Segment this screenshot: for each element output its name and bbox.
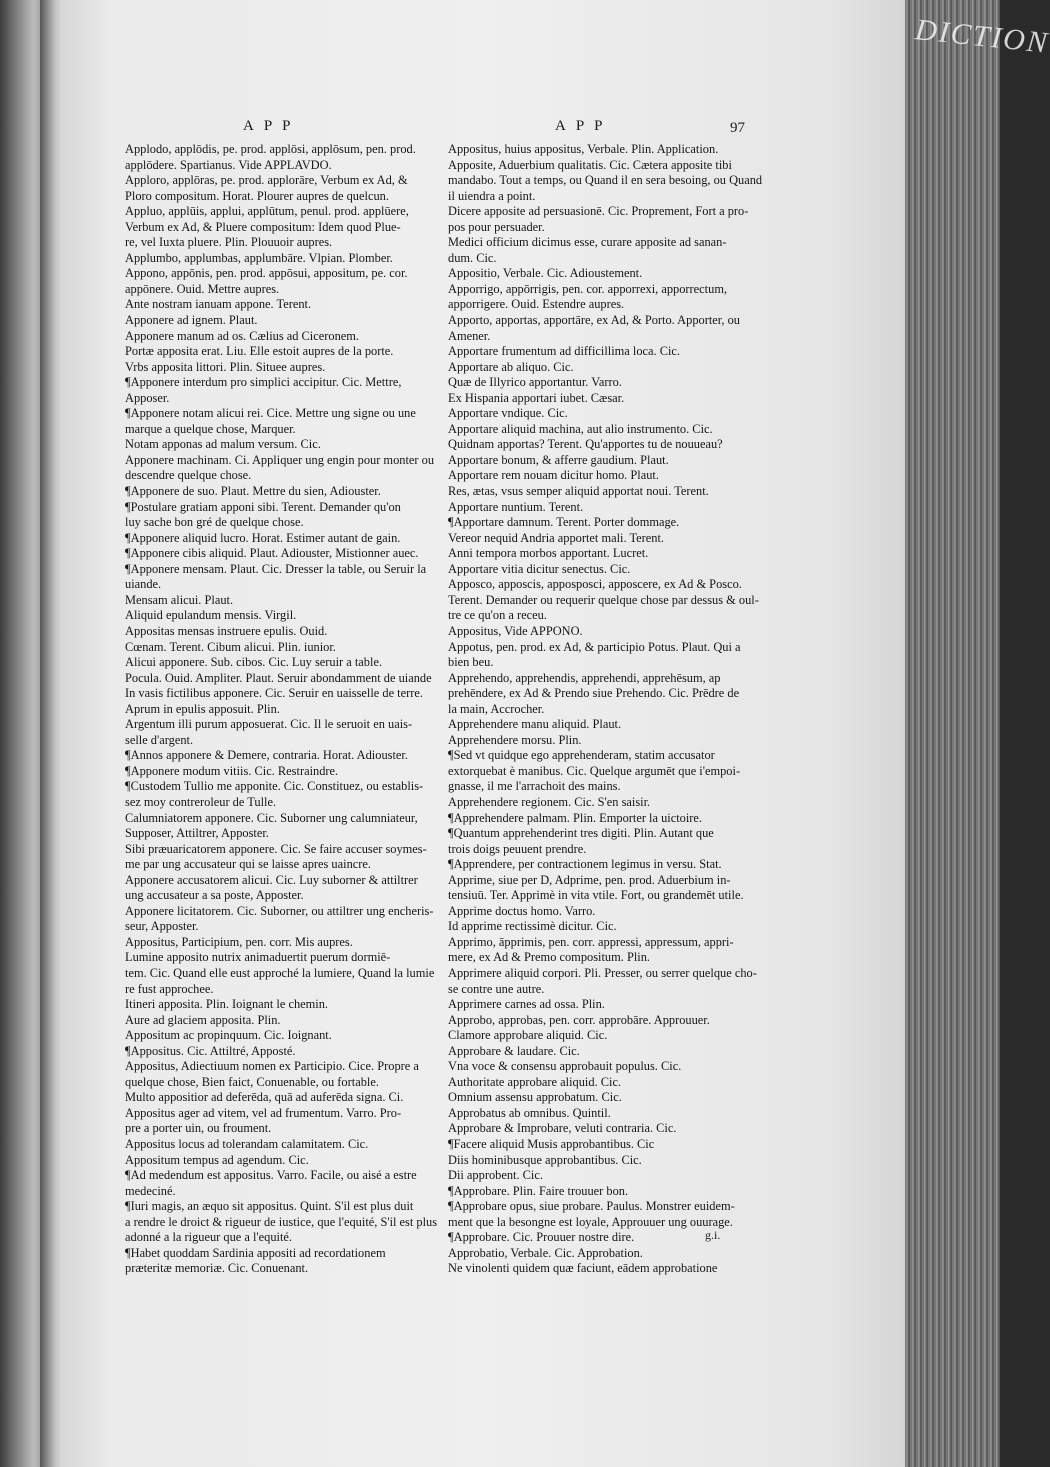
entry-line: Argentum illi purum apposuerat. Cic. Il le seruoit en uais- xyxy=(125,717,413,732)
entry-line: Ploro compositum. Horat. Plourer aupres de quelcun. xyxy=(125,188,389,203)
entry-line: Approbare & Improbare, veluti contraria. Cic. xyxy=(448,1121,677,1136)
entry-line: bien beu. xyxy=(448,655,494,670)
entry-line: Apportare vitia dicitur senectus. Cic. xyxy=(448,561,631,576)
left-column xyxy=(125,142,438,1277)
entry-line: Appositus, huius appositus, Verbale. Plin. Application. xyxy=(448,142,719,156)
entry-line: luy sache bon gré de quelque chose. xyxy=(125,515,304,530)
entry-line: ment que la besongne est loyale, Approuuer ung ouurage. xyxy=(448,1214,733,1229)
entry-line: Dii approbent. Cic. xyxy=(448,1168,543,1183)
entry-line: ¶Approbare. Plin. Faire trouuer bon. xyxy=(448,1183,629,1198)
entry-line: tem. Cic. Quand elle eust approché la lumiere, Quand la lumie xyxy=(125,965,435,980)
entry-line: il uiendra a point. xyxy=(448,188,536,203)
entry-line: Apposco, apposcis, apposposci, apposcere, ex Ad & Posco. xyxy=(448,577,742,592)
page-number: 97 xyxy=(730,120,745,136)
entry-line: Anni tempora morbos apportant. Lucret. xyxy=(448,546,649,561)
entry-line: Aure ad glaciem apposita. Plin. xyxy=(125,1012,281,1027)
entry-line: ¶Custodem Tullio me apponite. Cic. Constituez, ou establis- xyxy=(125,779,424,794)
entry-line: Authoritate approbare aliquid. Cic. xyxy=(448,1074,622,1089)
entry-line: Apprime, siue per D, Adprime, pen. prod. Aduerbium in- xyxy=(448,872,731,887)
entry-line: ¶Habet quoddam Sardinia appositi ad recordationem xyxy=(125,1245,386,1260)
entry-line: Approbare & laudare. Cic. xyxy=(448,1043,580,1058)
entry-line: Vrbs apposita littori. Plin. Situee aupres. xyxy=(125,359,326,374)
entry-line: Appluo, applūis, applui, applūtum, penul. prod. applūere, xyxy=(125,204,409,219)
entry-line: Multo appositior ad deferēda, quā ad auferēda signa. Ci. xyxy=(125,1090,404,1105)
entry-line: Portæ apposita erat. Liu. Elle estoit aupres de la porte. xyxy=(125,344,394,359)
entry-line: extorquebat è manibus. Cic. Quelque argumēt que i'empoi- xyxy=(448,763,741,778)
entry-line: Dicere apposite ad persuasionē. Cic. Proprement, Fort a pro- xyxy=(448,204,749,219)
entry-line: Pocula. Ouid. Ampliter. Plaut. Seruir abondamment de uiande xyxy=(125,670,432,685)
entry-line: ¶Sed vt quidque ego apprehenderam, statim accusator xyxy=(448,748,715,763)
entry-line: mere, ex Ad & Premo compositum. Plin. xyxy=(448,950,651,965)
entry-line: ¶Appositus. Cic. Attiltré, Apposté. xyxy=(125,1043,296,1058)
entry-line: medeciné. xyxy=(125,1183,176,1198)
entry-line: Approbo, approbas, pen. corr. approbāre. Approuuer. xyxy=(448,1012,710,1027)
entry-line: Apploro, applōras, pe. prod. applorāre, Verbum ex Ad, & xyxy=(125,173,408,188)
entry-line: gnasse, il me l'arrachoit des mains. xyxy=(448,779,621,794)
entry-line: Vereor nequid Andria apportet mali. Terent. xyxy=(448,530,665,545)
entry-line: Vna voce & consensu approbauit populus. Cic. xyxy=(448,1059,682,1074)
entry-line: Approbatus ab omnibus. Quintil. xyxy=(448,1105,611,1120)
entry-line: ¶Apprehendere palmam. Plin. Emporter la uictoire. xyxy=(448,810,703,825)
entry-line: Terent. Demander ou requerir quelque chose par dessus & oul- xyxy=(448,592,759,607)
entry-line: ¶Apponere de suo. Plaut. Mettre du sien, Adiouster. xyxy=(125,484,381,499)
entry-line: Amener. xyxy=(448,328,491,343)
entry-line: Aprum in epulis apposuit. Plin. xyxy=(125,701,280,716)
entry-line: re fust approchee. xyxy=(125,981,214,996)
entry-line: me par ung accusateur qui se laisse apres uaincre. xyxy=(125,857,371,872)
entry-line: Apportare frumentum ad difficillima loca. Cic. xyxy=(448,344,681,359)
entry-line: Appositum ac propinquum. Cic. Ioignant. xyxy=(125,1028,332,1043)
entry-line: ¶Facere aliquid Musis approbantibus. Cic xyxy=(448,1137,655,1151)
entry-line: Alicui apponere. Sub. cibos. Cic. Luy seruir a table. xyxy=(125,655,383,670)
entry-line: ¶Postulare gratiam apponi sibi. Terent. Demander qu'on xyxy=(125,499,401,514)
entry-line: Apprehendere regionem. Cic. S'en saisir. xyxy=(448,794,651,809)
edge-annotation: DICTION xyxy=(913,13,1050,60)
entry-line: ¶Iuri magis, an æquo sit appositus. Quint. S'il est plus duit xyxy=(125,1199,414,1214)
entry-line: Ne vinolenti quidem quæ faciunt, eādem approbatione xyxy=(448,1261,718,1276)
entry-line: Appositus ager ad vitem, vel ad frumentum. Varro. Pro- xyxy=(125,1105,402,1120)
entry-line: pos pour persuader. xyxy=(448,219,545,234)
entry-line: trois doigs peuuent prendre. xyxy=(448,841,587,856)
entry-line: Applodo, applōdis, pe. prod. applōsi, applōsum, pen. prod. xyxy=(125,142,416,156)
entry-line: ¶Quantum apprehenderint tres digiti. Plin. Autant que xyxy=(448,826,714,841)
entry-line: re, vel Iuxta pluere. Plin. Plouuoir aupres. xyxy=(125,235,333,250)
entry-line: Notam apponas ad malum versum. Cic. xyxy=(125,437,321,452)
entry-line: ¶Apponere mensam. Plaut. Cic. Dresser la table, ou Seruir la xyxy=(125,561,427,576)
right-column xyxy=(448,142,768,1277)
entry-line: Apprehendere morsu. Plin. xyxy=(448,732,582,747)
entry-line: Aliquid epulandum mensis. Virgil. xyxy=(125,608,297,623)
entry-line: dum. Cic. xyxy=(448,250,497,265)
entry-line: Apprimo, āpprimis, pen. corr. appressi, appressum, appri- xyxy=(448,934,734,949)
entry-line: ung accusateur a sa poste, Apposter. xyxy=(125,888,304,903)
entry-line: Medici officium dicimus esse, curare apposite ad sanan- xyxy=(448,235,727,250)
entry-line: Apportare aliquid machina, aut alio instrumento. Cic. xyxy=(448,421,713,436)
entry-line: Apponere ad ignem. Plaut. xyxy=(125,313,258,328)
entry-line: Apportare nuntium. Terent. xyxy=(448,499,584,514)
entry-line: ¶Apponere modum vitiis. Cic. Restraindre. xyxy=(125,763,339,778)
entry-line: ¶Approbare opus, siue probare. Paulus. Monstrer euidem- xyxy=(448,1199,735,1214)
entry-line: Cœnam. Terent. Cibum alicui. Plin. iunior. xyxy=(125,639,336,654)
entry-line: ¶Approbare. Cic. Prouuer nostre dire. xyxy=(448,1230,635,1245)
entry-line: Apposer. xyxy=(125,390,170,405)
entry-line: Apponere manum ad os. Cælius ad Ciceronem. xyxy=(125,328,360,343)
entry-line: ¶Apponere notam alicui rei. Cice. Mettre ung signe ou une xyxy=(125,406,416,421)
entry-line: a rendre le droict & rigueur de iustice, que l'equité, S'il est plus xyxy=(125,1214,438,1229)
entry-line: Supposer, Attiltrer, Apposter. xyxy=(125,826,269,841)
entry-line: Apprehendo, apprehendis, apprehendi, apprehēsum, ap xyxy=(448,670,721,685)
entry-line: Ante nostram ianuam appone. Terent. xyxy=(125,297,312,312)
entry-line: Quidnam apportas? Terent. Qu'apportes tu de nouueau? xyxy=(448,437,723,452)
running-head-left: APP xyxy=(243,118,301,134)
entry-line: Quæ de Illyrico apportantur. Varro. xyxy=(448,375,622,390)
entry-line: Apprimere aliquid corpori. Pli. Presser, ou serrer quelque cho- xyxy=(448,965,757,980)
page-fore-edge xyxy=(905,0,1000,1467)
entry-line: Id apprime rectissimè dicitur. Cic. xyxy=(448,919,617,934)
entry-line: Mensam alicui. Plaut. xyxy=(125,592,234,607)
entry-line: appōnere. Ouid. Mettre aupres. xyxy=(125,281,280,296)
entry-line: tre ce qu'on a receu. xyxy=(448,608,547,623)
entry-line: Sibi præuaricatorem apponere. Cic. Se faire accuser soymes- xyxy=(125,841,427,856)
entry-line: Appositas mensas instruere epulis. Ouid. xyxy=(125,623,328,638)
entry-line: Apponere licitatorem. Cic. Suborner, ou attiltrer ung encheris- xyxy=(125,903,434,918)
entry-line: Appotus, pen. prod. ex Ad, & participio Potus. Plaut. Qui a xyxy=(448,639,741,654)
entry-line: ¶Annos apponere & Demere, contraria. Horat. Adiouster. xyxy=(125,748,408,763)
entry-line: Res, ætas, vsus semper aliquid apportat noui. Terent. xyxy=(448,484,709,499)
entry-line: Apportare rem nouam dicitur homo. Plaut. xyxy=(448,468,659,483)
signature-mark: g.i. xyxy=(705,1228,721,1242)
entry-line: Ex Hispania apportari iubet. Cæsar. xyxy=(448,390,625,405)
entry-line: Calumniatorem apponere. Cic. Suborner ung calumniateur, xyxy=(125,810,418,825)
entry-line: ¶Apportare damnum. Terent. Porter dommage. xyxy=(448,515,680,530)
entry-line: tensiuū. Ter. Apprimè in vita vtile. Fort, ou grandemēt utile. xyxy=(448,888,744,903)
entry-line: sez moy contreroleur de Tulle. xyxy=(125,794,277,809)
entry-line: ¶Apponere interdum pro simplici accipitur. Cic. Mettre, xyxy=(125,375,402,390)
entry-line: Apprehendere manu aliquid. Plaut. xyxy=(448,717,622,732)
entry-line: Apportare ab aliquo. Cic. xyxy=(448,359,574,374)
entry-line: prehēndere, ex Ad & Prendo siue Prehendo. Cic. Prēdre de xyxy=(448,686,740,701)
entry-line: Appositus locus ad tolerandam calamitatem. Cic. xyxy=(125,1137,369,1151)
entry-line: seur, Apposter. xyxy=(125,919,199,934)
entry-line: Omnium assensu approbatum. Cic. xyxy=(448,1090,622,1105)
entry-line: quelque chose, Bien faict, Conuenable, ou fortable. xyxy=(125,1074,379,1089)
entry-line: Applumbo, applumbas, applumbāre. Vlpian. Plomber. xyxy=(125,250,393,265)
entry-line: Apportare bonum, & afferre gaudium. Plaut. xyxy=(448,452,669,467)
entry-line: Itineri apposita. Plin. Ioignant le chemin. xyxy=(125,997,329,1012)
entry-line: Lumine apposito nutrix animaduertit puerum dormiē- xyxy=(125,950,391,965)
entry-line: selle d'argent. xyxy=(125,732,194,747)
entry-line: Apponere machinam. Ci. Appliquer ung engin pour monter ou xyxy=(125,452,435,467)
entry-line: marque a quelque chose, Marquer. xyxy=(125,421,296,436)
entry-line: Appositum tempus ad agendum. Cic. xyxy=(125,1152,309,1167)
entry-line: la main, Accrocher. xyxy=(448,701,545,716)
entry-line: præteritæ memoriæ. Cic. Conuenant. xyxy=(125,1261,309,1276)
entry-line: Apposite, Aduerbium qualitatis. Cic. Cætera apposite tibi xyxy=(448,157,732,172)
entry-line: uiande. xyxy=(125,577,162,592)
entry-line: Apportare vndique. Cic. xyxy=(448,406,568,421)
entry-line: descendre quelque chose. xyxy=(125,468,252,483)
running-head-right: APP xyxy=(555,118,613,134)
entry-line: ¶Apprendere, per contractionem legimus in versu. Stat. xyxy=(448,857,722,872)
entry-line: ¶Apponere cibis aliquid. Plaut. Adiouster, Mistionner auec. xyxy=(125,546,419,561)
entry-line: ¶Ad medendum est appositus. Varro. Facile, ou aisé a estre xyxy=(125,1168,417,1183)
entry-line: Apponere accusatorem alicui. Cic. Luy suborner & attiltrer xyxy=(125,872,418,887)
entry-line: ¶Apponere aliquid lucro. Horat. Estimer autant de gain. xyxy=(125,530,401,545)
entry-line: Appono, appōnis, pen. prod. appōsui, appositum, pe. cor. xyxy=(125,266,408,281)
entry-line: Verbum ex Ad, & Pluere compositum: Idem quod Plue- xyxy=(125,219,401,234)
entry-line: Apporto, apportas, apportāre, ex Ad, & Porto. Apporter, ou xyxy=(448,313,741,328)
entry-line: Apprimere carnes ad ossa. Plin. xyxy=(448,997,605,1012)
entry-line: pre a porter uin, ou froument. xyxy=(125,1121,272,1136)
entry-line: se contre une autre. xyxy=(448,981,545,996)
entry-line: applōdere. Spartianus. Vide APPLAVDO. xyxy=(125,157,332,172)
entry-line: adonné a la rigueur que a l'equité. xyxy=(125,1230,293,1245)
entry-line: apporrigere. Ouid. Estendre aupres. xyxy=(448,297,625,312)
entry-line: Apporrigo, appōrrigis, pen. cor. apporrexi, apporrectum, xyxy=(448,281,728,296)
entry-line: Approbatio, Verbale. Cic. Approbation. xyxy=(448,1245,643,1260)
entry-line: In vasis fictilibus apponere. Cic. Seruir en uaisselle de terre. xyxy=(125,686,423,701)
entry-line: Appositus, Vide APPONO. xyxy=(448,623,583,638)
entry-line: Clamore approbare aliquid. Cic. xyxy=(448,1028,608,1043)
entry-line: Appositio, Verbale. Cic. Adioustement. xyxy=(448,266,643,281)
entry-line: Appositus, Participium, pen. corr. Mis aupres. xyxy=(125,934,353,949)
entry-line: Diis hominibusque approbantibus. Cic. xyxy=(448,1152,642,1167)
entry-line: mandabo. Tout a temps, ou Quand il en sera besoing, ou Quand xyxy=(448,173,763,188)
entry-line: Appositus, Adiectiuum nomen ex Participio. Cice. Propre a xyxy=(125,1059,419,1074)
entry-line: Apprime doctus homo. Varro. xyxy=(448,903,596,918)
